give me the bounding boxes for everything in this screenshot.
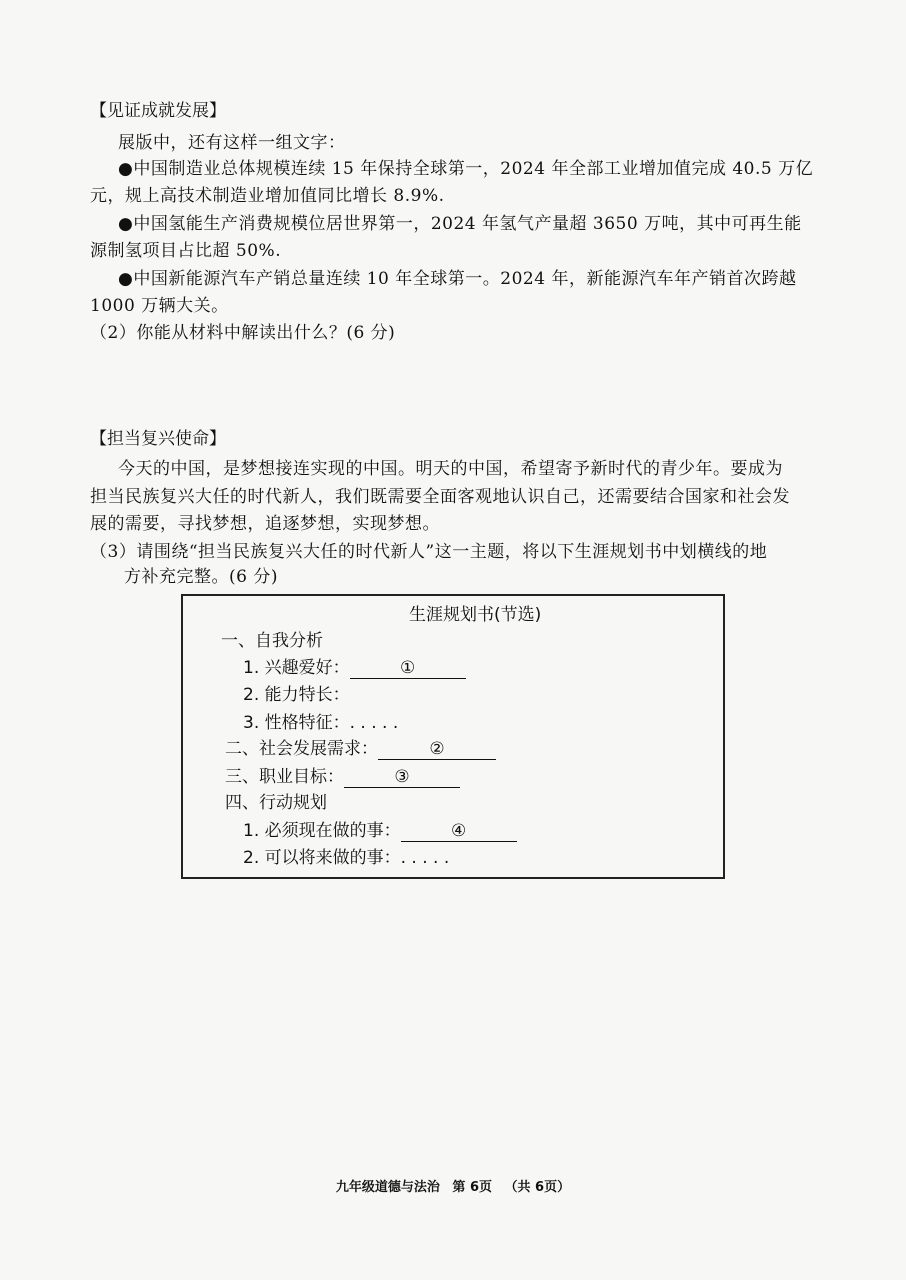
plan-interests-row: [243, 657, 466, 679]
plan-interests-label: 1. 兴趣爱好：: [243, 658, 350, 678]
plan-do-later-label: 2. 可以将来做的事：. . . . .: [243, 848, 450, 868]
bullet-manufacturing-line2: 元，规上高技术制造业增加值同比增长 8.9%.: [90, 186, 445, 206]
page-footer: [0, 1176, 906, 1195]
question-2: （2）你能从材料中解读出什么？(6 分): [90, 323, 396, 343]
question-3-line2: 方补充完整。(6 分): [124, 567, 278, 587]
section-heading-mission: 【担当复兴使命】: [90, 429, 226, 449]
intro-text: 展版中，还有这样一组文字：: [118, 133, 346, 153]
answer-blank-2[interactable]: ②: [378, 738, 496, 760]
bullet-hydrogen-line1: ●中国氢能生产消费规模位居世界第一，2024 年氢气产量超 3650 万吨，其中可再生能: [118, 214, 802, 234]
footer-subject: 九年级道德与法治: [335, 1180, 440, 1195]
answer-blank-3[interactable]: ③: [344, 766, 460, 788]
answer-blank-4[interactable]: ④: [401, 820, 517, 842]
bullet-nev-line2: 1000 万辆大关。: [90, 296, 229, 316]
plan-do-now-row: [243, 820, 517, 842]
mission-paragraph-line1: 今天的中国，是梦想接连实现的中国。明天的中国，希望寄予新时代的青少年。要成为: [118, 459, 783, 479]
plan-social-needs-row: [225, 738, 496, 760]
bullet-nev-line1: ●中国新能源汽车产销总量连续 10 年全球第一。2024 年，新能源汽车年产销首次跨越: [118, 269, 797, 289]
plan-career-goal-row: [225, 766, 460, 788]
plan-self-analysis: 一、自我分析: [221, 631, 323, 651]
footer-total: （共 6页）: [504, 1180, 571, 1195]
career-plan-box: [181, 594, 725, 879]
bullet-hydrogen-line2: 源制氢项目占比超 50%.: [90, 241, 282, 261]
mission-paragraph-line3: 展的需要，寻找梦想，追逐梦想，实现梦想。: [90, 514, 440, 534]
plan-career-goal-label: 三、职业目标：: [225, 767, 344, 787]
plan-do-now-label: 1. 必须现在做的事：: [243, 821, 401, 841]
career-plan-title: 生涯规划书(节选): [409, 605, 542, 625]
section-heading-achievements: 【见证成就发展】: [90, 101, 226, 121]
bullet-manufacturing-line1: ●中国制造业总体规模连续 15 年保持全球第一，2024 年全部工业增加值完成 40.5 万亿: [118, 159, 814, 179]
plan-abilities-label: 2. 能力特长：: [243, 685, 350, 705]
plan-action-label: 四、行动规划: [225, 793, 327, 813]
plan-social-needs-label: 二、社会发展需求：: [225, 739, 378, 759]
plan-personality-label: 3. 性格特征：. . . . .: [243, 713, 399, 733]
mission-paragraph-line2: 担当民族复兴大任的时代新人，我们既需要全面客观地认识自己，还需要结合国家和社会发: [90, 487, 790, 507]
question-3-line1: （3）请围绕“担当民族复兴大任的时代新人”这一主题，将以下生涯规划书中划横线的地: [90, 542, 768, 562]
answer-blank-1[interactable]: ①: [350, 657, 466, 679]
footer-page: 第 6页: [452, 1180, 492, 1195]
